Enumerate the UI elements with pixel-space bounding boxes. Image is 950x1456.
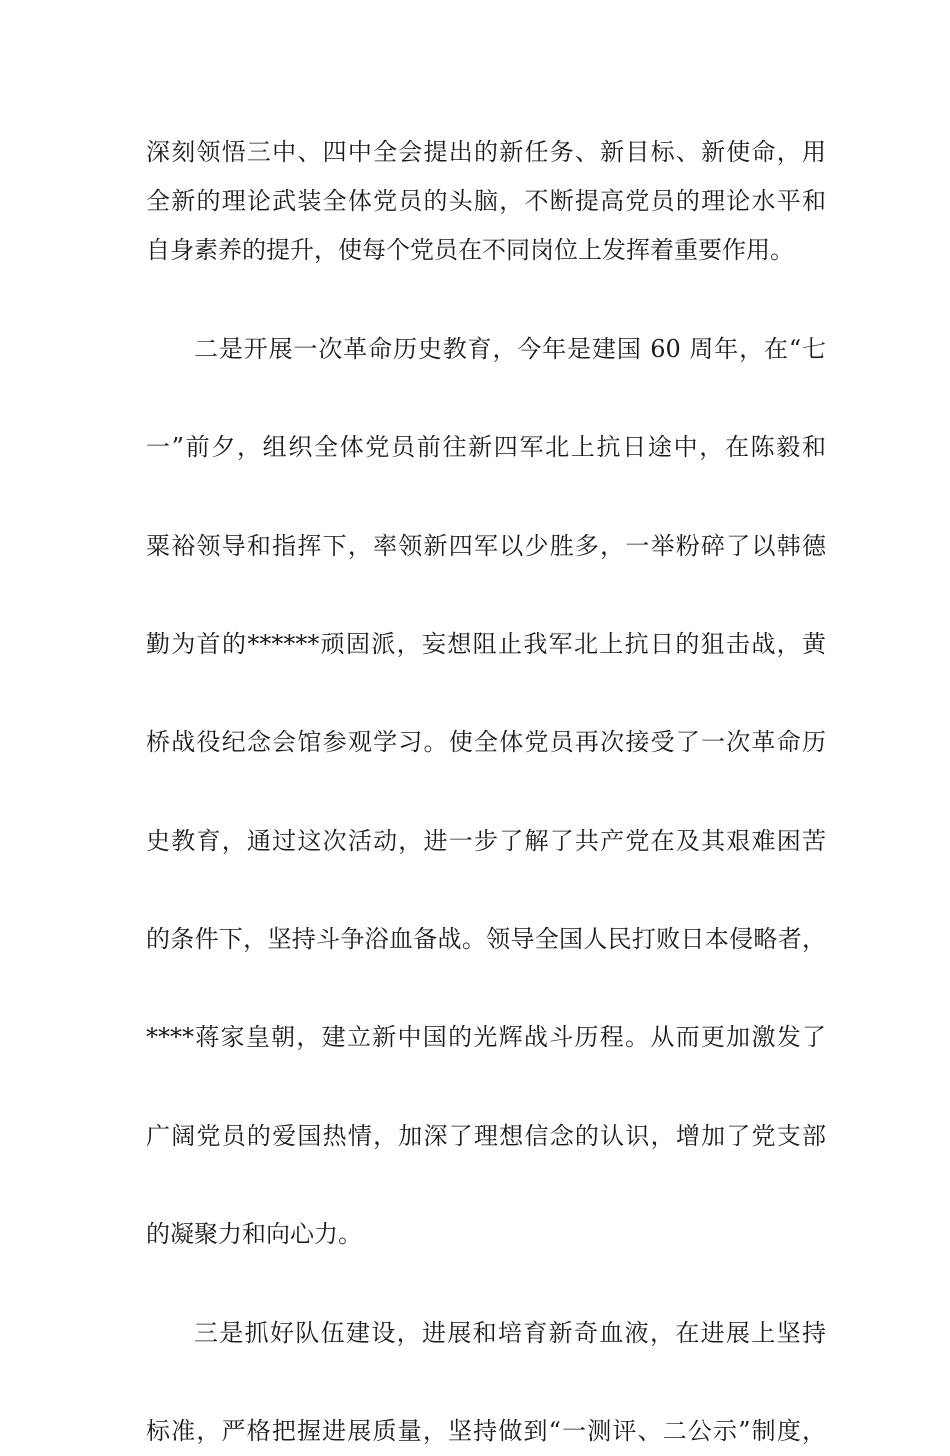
paragraph-3-line-2: 标准，严格把握进展质量，坚持做到“一测评、二公示”制度， bbox=[146, 1416, 826, 1445]
paragraph-2-line-7: 的条件下，坚持斗争浴血备战。领导全国人民打败日本侵略者， bbox=[146, 925, 826, 953]
text-line-spacer-8 bbox=[146, 964, 826, 1013]
paragraph-3-line-1: 三是抓好队伍建设，进展和培育新奇血液，在进展上坚持 bbox=[194, 1318, 826, 1347]
paragraph-2-line-9: 广阔党员的爱国热情，加深了理想信念的认识，增加了党支部 bbox=[146, 1121, 826, 1150]
text-line-spacer-7 bbox=[146, 866, 826, 915]
text-line-3: 自身素养的提升，使每个党员在不同岗位上发挥着重要作用。 bbox=[146, 236, 794, 265]
body-text bbox=[146, 128, 826, 1456]
paragraph-2-line-3: 粟裕领导和指挥下，率领新四军以少胜多，一举粉碎了以韩德 bbox=[146, 531, 826, 560]
paragraph-2-line-2: 一”前夕，组织全体党员前往新四军北上抗日途中，在陈毅和 bbox=[146, 433, 826, 462]
text-line-1: 深刻领悟三中、四中全会提出的新任务、新目标、新使命，用 bbox=[146, 138, 826, 166]
text-line-spacer-5 bbox=[146, 669, 826, 718]
text-line-spacer-3 bbox=[146, 472, 826, 521]
paragraph-2-line-8: ****蒋家皇朝，建立新中国的光辉战斗历程。从而更加激发了 bbox=[146, 1023, 826, 1052]
paragraph-2-line-10: 的凝聚力和向心力。 bbox=[146, 1220, 362, 1249]
text-line-2: 全新的理论武装全体党员的头脑，不断提高党员的理论水平和 bbox=[146, 187, 826, 216]
paragraph-2-line-6: 史教育，通过这次活动，进一步了解了共产党在及其艰难困苦 bbox=[146, 826, 826, 855]
text-line-spacer-4 bbox=[146, 571, 826, 620]
text-line-spacer-12 bbox=[146, 1358, 826, 1407]
text-line-spacer-1 bbox=[146, 276, 826, 325]
text-line-spacer-10 bbox=[146, 1161, 826, 1210]
text-line-spacer-6 bbox=[146, 767, 826, 816]
text-line-spacer-9 bbox=[146, 1063, 826, 1112]
paragraph-2-line-1: 二是开展一次革命历史教育，今年是建国 60 周年，在“七 bbox=[194, 334, 826, 363]
text-line-spacer-11 bbox=[146, 1259, 826, 1308]
paragraph-2-line-5: 桥战役纪念会馆参观学习。使全体党员再次接受了一次革命历 bbox=[146, 728, 826, 757]
text-line-spacer-2 bbox=[146, 374, 826, 423]
paragraph-2-line-4: 勤为首的******顽固派，妄想阻止我军北上抗日的狙击战，黄 bbox=[146, 629, 826, 658]
